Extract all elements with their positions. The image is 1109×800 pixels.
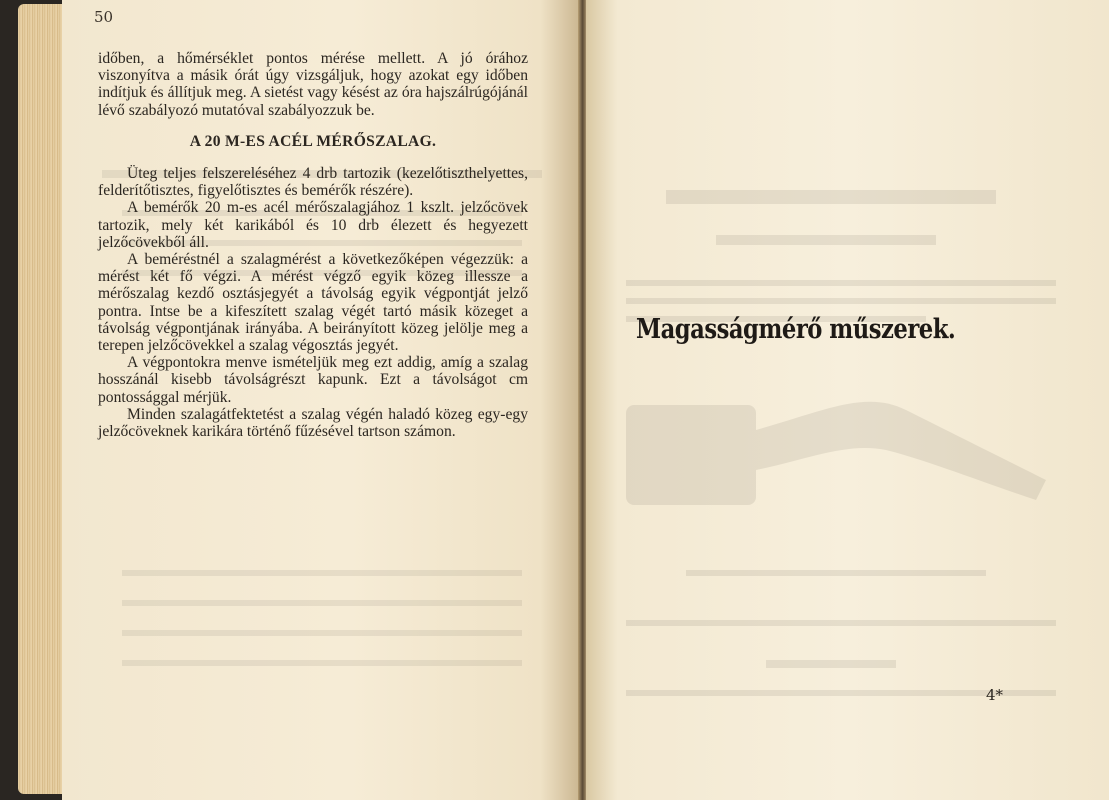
signature-mark: 4*: [986, 686, 1004, 704]
paragraph: A végpontokra menve ismételjük meg ezt addig, amíg a szalag hosszánál kisebb távolságrészt kapunk. Ezt a távolságot cm pontossággal mérjük.: [98, 354, 528, 406]
bleed-through-ghost: [606, 180, 1076, 740]
paragraph: Minden szalagátfektetést a szalag végén haladó közeg egy-egy jelzőcöveknek karikára történő fűzésével tartson számon.: [98, 405, 528, 441]
section-heading: A 20 M-ES ACÉL MÉRŐSZALAG.: [189, 132, 437, 150]
paragraph: Üteg teljes felszereléséhez 4 drb tartozik (kezelőtiszthelyettes, felderítőtisztes, figyelőtisztes és bemérők részére).: [98, 165, 528, 200]
paragraph: időben, a hőmérséklet pontos mérése mellett. A jó órához viszonyítva a másik órát úgy vizsgáljuk, hogy azokat egy időben indítjuk és állítjuk meg. A sietést vagy késést az óra hajszálrúgójánál lévő szabályozó mutatóval szabályozzuk be.: [98, 50, 528, 119]
right-page: [586, 0, 1109, 800]
right-page-title: Magasságmérő műszerek.: [636, 314, 956, 345]
paragraph: A beméréstnél a szalagmérést a következőképen végezzük: a mérést két fő végzi. A mérést végző egyik közeg illessze a mérőszalag kezdő osztásjegyét a távolság egyik végpontját jelző pontra. Intse be a kifeszített szalag végét tartó másik közeget a távolság végpontjának irányába. A beirányított közeg jelölje meg a terepen jelzőcövekkel a szalag végosztás jegyét.: [98, 251, 528, 355]
left-page-body: [98, 50, 528, 440]
paragraph: A bemérők 20 m-es acél mérőszalagjához 1 kszlt. jelzőcövek tartozik, mely két karikából és 10 drb élezett és hegyezett jelzőcövekből áll.: [98, 199, 528, 251]
page-number: 50: [94, 8, 114, 26]
